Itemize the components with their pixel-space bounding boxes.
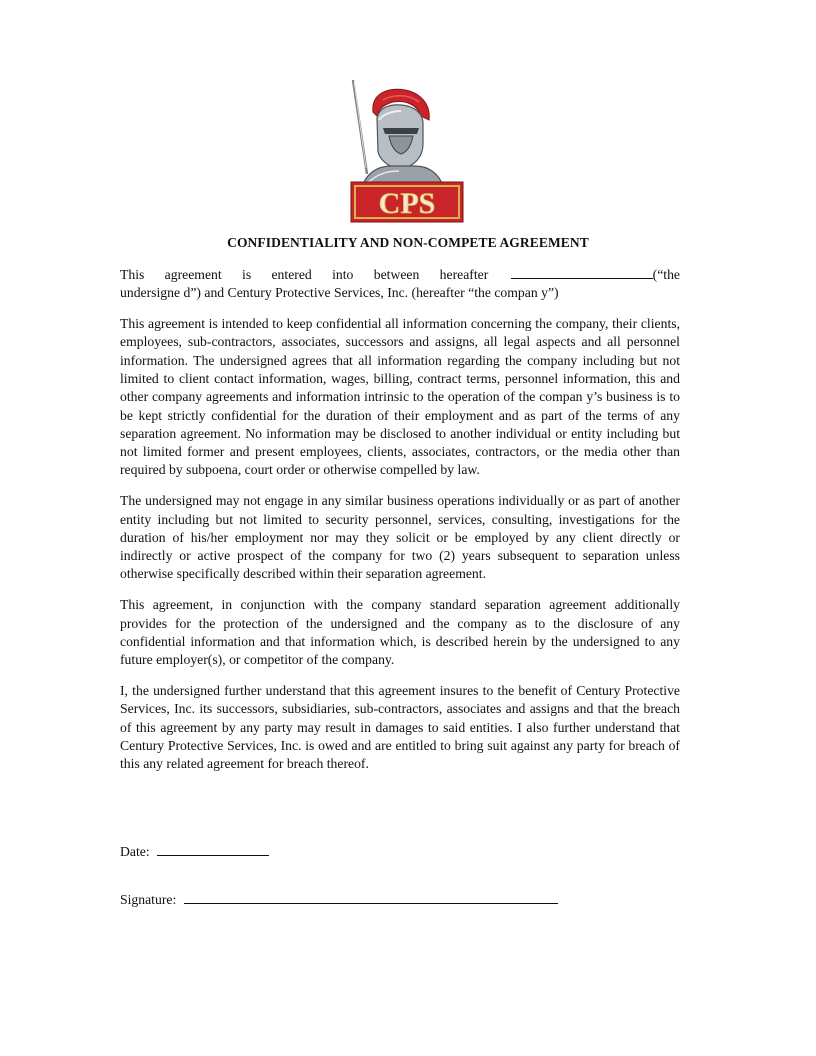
confidentiality-paragraph: This agreement is intended to keep confidential all information concerning the company, their clients, employees, sub-contractors, associates, successors and assigns, all legal aspects and all personnel information. The undersigned agrees that all information regarding the company including but not limited to client contact information, wages, billing, contract terms, personnel information, this and other company agreements and information intrinsic to the operation of the compan y’s business is to be kept strictly confidential for the duration of their employment and as part of the terms of any separation agreement. No information may be disclosed to another individual or entity including but not limited former and present employees, clients, associates, contractors, or the media other than required by subpoena, court order or otherwise compelled by law. — [120, 316, 680, 478]
intro-text-end: (“the — [652, 267, 681, 282]
date-blank[interactable] — [157, 844, 269, 856]
intro-text-line2: undersigne d”) and Century Protective Services, Inc. (hereafter “the compan y”) — [120, 285, 559, 301]
intro-paragraph — [120, 266, 680, 303]
non-compete-paragraph: The undersigned may not engage in any similar business operations individually or as part of another entity including but not limited to security personnel, services, consulting, investigations for the duration of his/her employment nor may they solicit or be employed by any client directly or indirectly or active prospect of the company for two (2) years subsequent to separation unless otherwise specifically described within their separation agreement. — [120, 493, 680, 582]
signature-blank[interactable] — [184, 892, 558, 904]
protection-paragraph: This agreement, in conjunction with the company standard separation agreement additionally provides for the protection of the undersigned and the company as to the disclosure of any confidential information and that information which, is described herein by the undersigned to any future employer(s), or competitor of the company. — [120, 597, 680, 668]
undersigned-name-blank[interactable] — [511, 267, 653, 279]
signature-label: Signature: — [120, 892, 177, 907]
breach-paragraph: I, the undersigned further understand that this agreement insures to the benefit of Century Protective Services, Inc. its successors, subsidiaries, sub-contractors, associates and assigns and that the breach of this agreement by any party may result in damages to said entities. I also further understand that Century Protective Services, Inc. is owed and are entitled to bring suit against any party for breach of this any related agreement for breach thereof. — [120, 682, 680, 772]
document-title: CONFIDENTIALITY AND NON-COMPETE AGREEMENT — [227, 235, 589, 250]
logo-text: CPS — [378, 187, 436, 220]
spear-icon — [353, 80, 367, 174]
cps-logo — [343, 78, 468, 224]
agreement-body — [120, 266, 680, 786]
signature-field — [120, 891, 558, 909]
date-label: Date: — [120, 844, 150, 859]
intro-text-start: This agreement is entered into between hereafter — [120, 267, 489, 282]
date-field — [120, 843, 269, 861]
